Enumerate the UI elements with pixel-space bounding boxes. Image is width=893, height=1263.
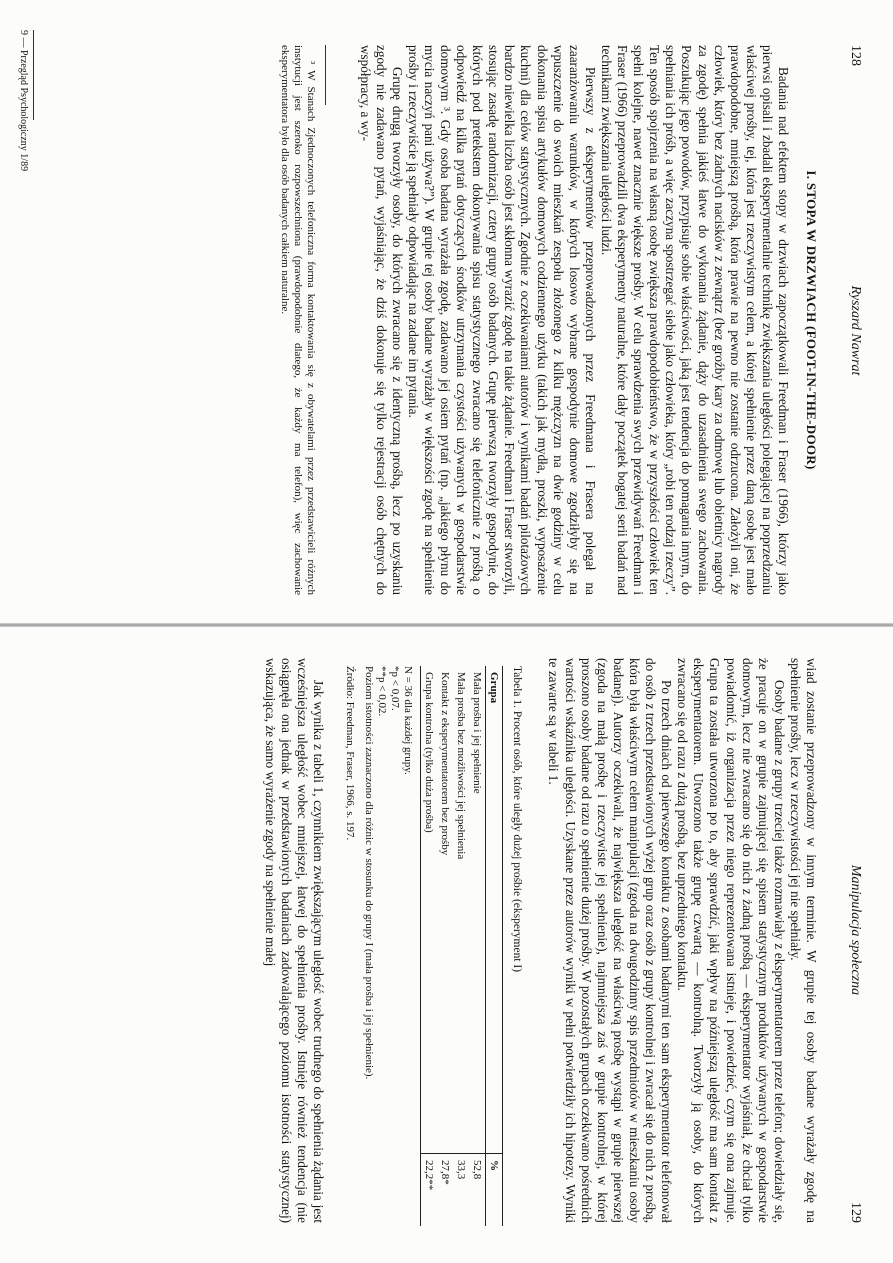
book-gutter [0,623,893,627]
right-running-title: Manipulacja społeczna [848,864,863,996]
table-row [469,666,486,1226]
right-paragraph-2: Osoby badane z grupy trzeciej także rozmawiały z eksperymentatorem przez telefon; dowiedziały się, że pracuje on w grupie zajmującej się spisem statystycznym produktów używanych w gospodarstwie domowym, lecz nie zwracano się do nich z żadną prośbą — eksperymentator wyjaśniał, że chciał tylko powiadomić, iż organizacja przez niego reprezentowana istnieje, i powiedzieć, czym się ona zajmuje. Grupa ta została utworzona po to, aby sprawdzić, jaki wpływ na późniejszą uległość ma sam kontakt z eksperymentatorem. Utworzono także grupę czwartą — kontrolną. Tworzyły ją osoby, do których zwracano się od razu z dużą prośbą, bez uprzedniego kontaktu. [675,658,787,1223]
footnote: ³ W Stanach Zjednoczonych telefoniczna forma kontaktowania się z obywatelami przez przedstawicieli różnych instytucji jest szeroko rozpowszechniona (prawdopodobnie dlatego, że każdy ma telefon), więc zachowanie eksperymentatora było dla osób badanych całkiem naturalne. [279,45,318,595]
left-running-title: Ryszard Nawrat [848,285,863,376]
table-cell-pct: 22,2** [421,1154,438,1227]
right-paragraph-3: Po trzech dniach od pierwszego kontaktu z osobami badanymi ten sam eksperymentator telefonował do osób z trzech przedstawionych wyżej grup oraz osób z grupy kontrolnej i zwracał się do nich z prośbą, która była właściwym celem manipulacji (zgoda na dwugodzinny spis przedmiotów w mieszkaniu osoby badanej). Autorzy oczekiwali, że największa uległość na właściwą prośbę wystąpi w grupie pierwszej (zgoda na małą prośbę i rzeczywiste jej spełnienie), najmniejsza zaś w grupie kontrolnej, w której proszono osoby badane od razu o spełnienie dużej prośby. W pozostałych grupach oczekiwano pośrednich wartości wskaźnika uległości. Uzyskane przez autorów wyniki w pełni potwierdziły ich hipotezy. Wyniki te zawarte są w tabeli 1. [546,658,675,1223]
table-note: N = 36 dla każdej grupy. [402,666,415,775]
table-header-pct: % [486,1154,503,1227]
left-paragraph-2: Pierwszy z eksperymentów przeprowadzonych przez Freedmana i Frasera polegał na zaaranżowaniu warunków, w których losowo wybrane gospodynie domowe zgodziłyby się na wpuszczenie do swoich mieszkań zespołu złożonego z kilku mężczyzn na dwie godziny w celu dokonania spisu artykułów domowych codziennego użytku (takich jak mydła, proszki, wyposażenie kuchni) dla celów statystycznych. Zgodnie z oczekiwaniami autorów i wynikami badań pilotażowych bardzo niewielka liczba osób jest skłonna wyrazić zgodę na takie żądanie. Freedman i Fraser stworzyli, stosując zasadę randomizacji, cztery grupy osób badanych. Grupę pierwszą tworzyły gospodynie, do których pod pretekstem dokonywania spisu statystycznego zwracano się telefonicznie z prośbą o odpowiedź na kilka pytań dotyczących środków utrzymania czystości używanych w gospodarstwie domowym ³. Gdy osoba badana wyrażała zgodę, zadawano jej osiem pytań (np. „jakiego płynu do mycia naczyń pani używa?”). W grupie tej osoby badane wyrażały w większości zgodę na spełnienie prośby i rzeczywiście ją spełniały odpowiadając na zadane im pytania. [405,45,598,595]
footnote-rule [325,45,326,105]
table-header-group: Grupa [488,672,501,704]
left-paragraph-3: Grupę drugą tworzyły osoby, do których zwracano się z identyczną prośbą, lecz po uzyskaniu zgody nie zadawano pytań, wyjaśniając, że dziś dokonuje się tylko rejestracji osób chętnych do współpracy, a wy- [357,45,405,595]
table-note: *p < 0,07. [389,666,402,711]
right-page [0,628,893,1263]
right-paragraph-1: wiad zostanie przeprowadzony w innym terminie. W grupie tej osoby badane wyrażały zgodę na spełnienie prośby, lecz w rzeczywistości jej nie spełniały. [787,658,819,1223]
right-page-number: 129 [848,1201,863,1223]
table-cell-group: Mała prośba i jej spełnienie [471,672,484,794]
table-cell-pct: 33,3 [453,1154,469,1227]
table-row [453,666,469,1226]
table-cell-group: Grupa kontrolna (tylko duża prośba) [423,672,436,833]
table-cell-group: Mała prośba bez możliwości jej spełnienia [455,672,468,860]
table-cell-pct: 27,8* [437,1154,453,1227]
table-cell-group: Kontakt z eksperymentatorem bez prośby [439,672,452,856]
table-note: Poziom istotności zaznaczono dla różnic w stosunku do grupy I (mała prośba i jej spełnienie). [363,666,376,1080]
right-running-head [847,658,863,1223]
section-title: I. STOPA W DRZWIACH (FOOT-IN-THE-DOOR) [804,170,819,470]
table-source: Źródło: Freedman, Fraser, 1966, s. 197. [344,666,357,841]
table-row [421,666,438,1226]
table-row [437,666,453,1226]
left-paragraph-1: Badania nad efektem stopy w drzwiach zapoczątkowali Freedman i Fraser (1966), którzy jako pierwsi opisali i zbadali eksperymentalnie technikę zwiększania uległości polegającej na poprzedzaniu właściwej prośby, tej, która jest rzeczywistym celem, a której spełnienie przez daną osobę jest mało prawdopodobne, mniejszą prośbą, która prawie na pewno nie zostanie odrzucona. Założyli oni, że człowiek, który bez żadnych nacisków z zewnątrz (bez groźby kary za odmowę lub obietnicy nagrody za zgodę) spełnia jakieś łatwe do wykonania żądanie, dąży do uzasadnienia swego zachowania. Poszukując jego powodów, przypisuje sobie właściwości, jaką jest tendencja do pomagania innym, do spełniania ich próśb, a więc zaczyna spostrzegać siebie jako człowieka, który „robi ten rodzaj rzeczy”. Ten sposób spojrzenia na własną osobę zwiększa prawdopodobieństwo, że w przyszłości człowiek ten spełni kolejne, nawet znacznie większe prośby. W celu sprawdzenia swych przewidywań Freedman i Fraser (1966) przeprowadzili dwa eksperymenty naturalne, które dały początek bogatej serii badań nad technikami zwiększania uległości ludzi. [598,45,791,595]
right-paragraph-4: Jak wynika z tabeli 1, czynnikiem zwiększającym uległość wobec trudnego do spełnienia żądania jest wcześniejsza uległość wobec mniejszej, łatwej do spełnienia prośby. Istnieje również tendencja (nie osiągnęła ona jednak w przedstawionych badaniach zadowalającego poziomu istotności statystycznej) wskazująca, że samo wyrażenie zgody na spełnienie małej [263,658,327,1223]
table-cell-pct: 52,8 [469,1154,486,1227]
results-table [420,666,503,1226]
left-page [0,0,893,625]
table-header-row [486,666,503,1226]
left-running-head [847,45,863,595]
table-note: **p < 0,02. [376,666,389,717]
journal-footer: 9 — Przegląd Psychologiczny 1/89 [18,30,34,171]
left-page-number: 128 [848,45,863,66]
table-notes [362,666,414,1223]
table-caption: Tabela 1. Procent osób, które uległy dużej prośbie (eksperyment I) [511,666,524,973]
